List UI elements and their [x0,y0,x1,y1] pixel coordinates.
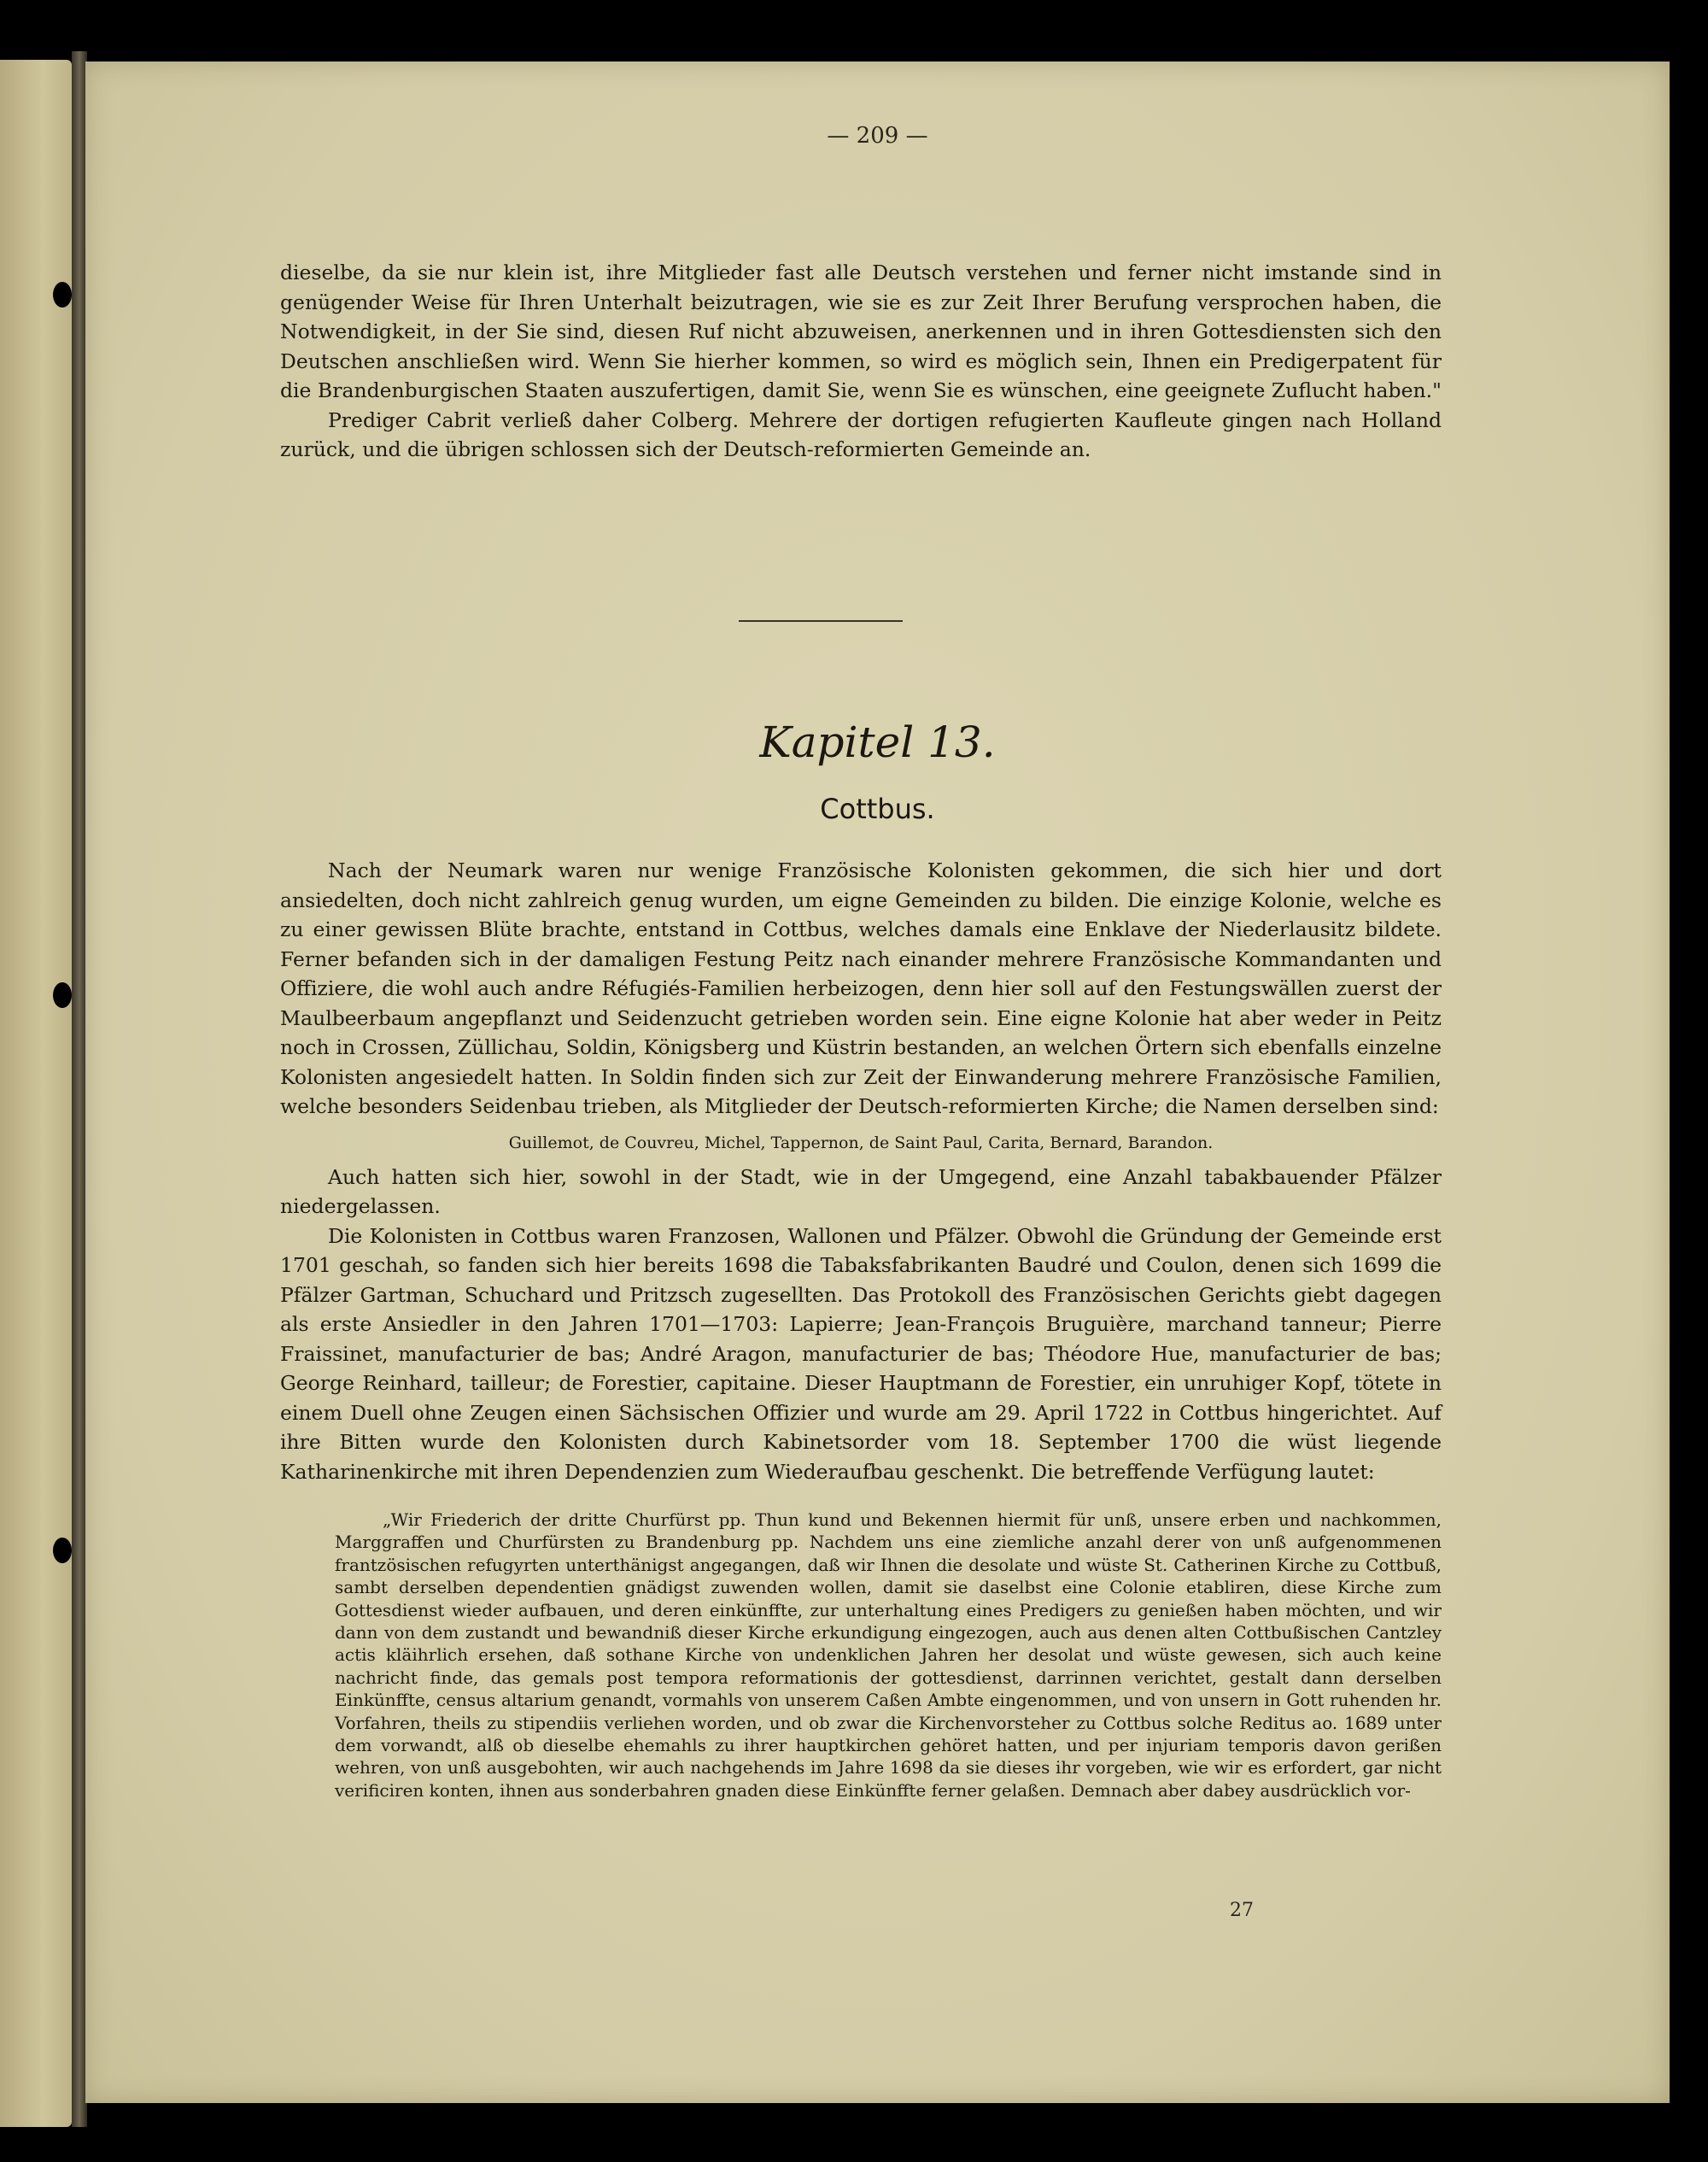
names-list: Guillemot, de Couvreu, Michel, Tappernon, de Saint Paul, Carita, Bernard, Barandon. [508,1133,1214,1152]
paragraph: Die Kolonisten in Cottbus waren Franzosen, Wallonen und Pfälzer. Obwohl die Gründung der Gemeinde erst 1701 geschah, so fanden sich hier bereits 1698 die Tabaksfabrikanten Baudré und Coulon, denen sich 1699 die Pfälzer Gartman, Schuchard und Pritzsch zugesellten. Das Protokoll des Französischen Gerichts giebt dagegen als erste Ansiedler in den Jahren 1701—1703: Lapierre; Jean-François Bruguière, marchand tanneur; Pierre Fraissinet, manufacturier de bas; André Aragon, manufacturier de bas; Théodore Hue, manufacturier de bas; George Reinhard, tailleur; de Forestier, capitaine. Dieser Hauptmann de Forestier, ein unruhiger Kopf, tötete in einem Duell ohne Zeugen einen Sächsischen Offizier und wurde am 29. April 1722 in Cottbus hingerichtet. Auf ihre Bitten wurde den Kolonisten durch Kabinetsorder vom 18. September 1700 die wüst liegende Katharinenkirche mit ihren Dependenzien zum Wiederaufbau geschenkt. Die betreffende Verfügung lautet: [280,1223,1442,1484]
page-number: — 209 — [827,123,928,149]
signature-mark: 27 [1230,1900,1254,1921]
facing-page-edge [0,60,72,2127]
chapter-title: Kapitel 13. [759,718,996,767]
quote-text: „Wir Friederich der dritte Churfürst pp. Thun kund und Bekennen hiermit für unß, unsere erben und nachkommen, Marggraffen und Churfürsten zu Brandenburg pp. Nachdem uns eine ziemliche anzahl derer von unß aufgenommenen frantzösischen refugyrten unterthänigst angegangen, daß wir Ihnen die desolate und wüste St. Catherinen Kirche zu Cottbuß, sambt derselben dependentien gnädigst zuwenden wollen, damit sie daselbst eine Colonie etabliren, diese Kirche zum Gottesdienst wieder aufbauen, und deren einkünffte, zur unterhaltung eines Predigers zu genießen haben möchten, und wir dann von dem zustandt und bewandniß dieser Kirche erkundigung eingezogen, auch aus denen alten Cottbußischen Cantzley actis kläihrlich ersehen, daß sothane Kirche von undenklichen Jahren her desolat und wüste gewesen, sich auch keine nachricht finde, das gemals post tempora reformationis der gottesdienst, darrinnen verichtet, gestalt dann derselben Einkünffte, census altarium genandt, vormahls von unserem Caßen Ambte eingenommen, und von unsern in Gott ruhenden hr. Vorfahren, theils zu stipendiis verliehen worden, und ob zwar die Kirchenvorsteher zu Cottbus solche Reditus ao. 1689 unter dem vorwandt, alß ob dieselbe ehemahls zu ihrer hauptkirchen gehöret hatten, und per injuriam temporis davon gerißen wehren, von unß ausgebohten, wir auch nachgehends im Jahre 1698 da sie dieses ihr vorgeben, wie wir es erfordert, gar nicht verificiren konten, ihnen aus sonderbahren gnaden diese Einkünffte ferner gelaßen. Demnach aber dabey ausdrücklich vor- [335,1509,1442,1801]
top-text-block [280,258,1442,465]
paragraph: Auch hatten sich hier, sowohl in der Stadt, wie in der Umgegend, eine Anzahl tabakbauender Pfälzer niedergelassen. [280,1164,1442,1218]
main-text-block [280,856,1442,1802]
paragraph: Prediger Cabrit verließ daher Colberg. Mehrere der dortigen refugierten Kaufleute gingen nach Holland zurück, und die übrigen schlossen sich der Deutsch-reformierten Gemeinde an. [280,407,1442,461]
paragraph: Nach der Neumark waren nur wenige Französische Kolonisten gekommen, die sich hier und dort ansiedelten, doch nicht zahlreich genug wurden, um eigne Gemeinden zu bilden. Die einzige Kolonie, welche es zu einer gewissen Blüte brachte, entstand in Cottbus, welches damals eine Enklave der Niederlausitz bildete. Ferner befanden sich in der damaligen Festung Peitz nach einander mehrere Französische Kommandanten und Offiziere, die wohl auch andre Réfugiés-Familien herbeizogen, denn hier soll auf den Festungswällen zuerst der Maulbeerbaum angepflanzt und Seidenzucht getrieben worden sein. Eine eigne Kolonie hat aber weder in Peitz noch in Crossen, Züllichau, Soldin, Königsberg und Küstrin bestanden, an welchen Örtern sich ebenfalls einzelne Kolonisten angesiedelt hatten. In Soldin finden sich zur Zeit der Einwanderung mehrere Französische Familien, welche besonders Seidenbau trieben, als Mitglieder der Deutsch-reformierten Kirche; die Namen derselben sind: [280,858,1442,1118]
quoted-decree [280,1509,1442,1802]
section-divider [739,620,903,622]
paragraph: dieselbe, da sie nur klein ist, ihre Mitglieder fast alle Deutsch verstehen und ferner nicht imstande sind in genügender Weise für Ihren Unterhalt beizutragen, wie sie es zur Zeit Ihrer Berufung versprochen haben, die Notwendigkeit, in der Sie sind, diesen Ruf nicht abzuweisen, anerkennen und in ihren Gottesdiensten sich den Deutschen anschließen wird. Wenn Sie hierher kommen, so wird es möglich sein, Ihnen ein Predigerpatent für die Brandenburgischen Staaten auszufertigen, damit Sie, wenn Sie es wünschen, eine geeignete Zuflucht haben." [280,261,1442,402]
book-page [85,62,1670,2103]
binding-hole [53,1538,72,1563]
chapter-subtitle: Cottbus. [820,793,935,825]
binding-hole [53,282,72,308]
binding-hole [53,982,72,1008]
